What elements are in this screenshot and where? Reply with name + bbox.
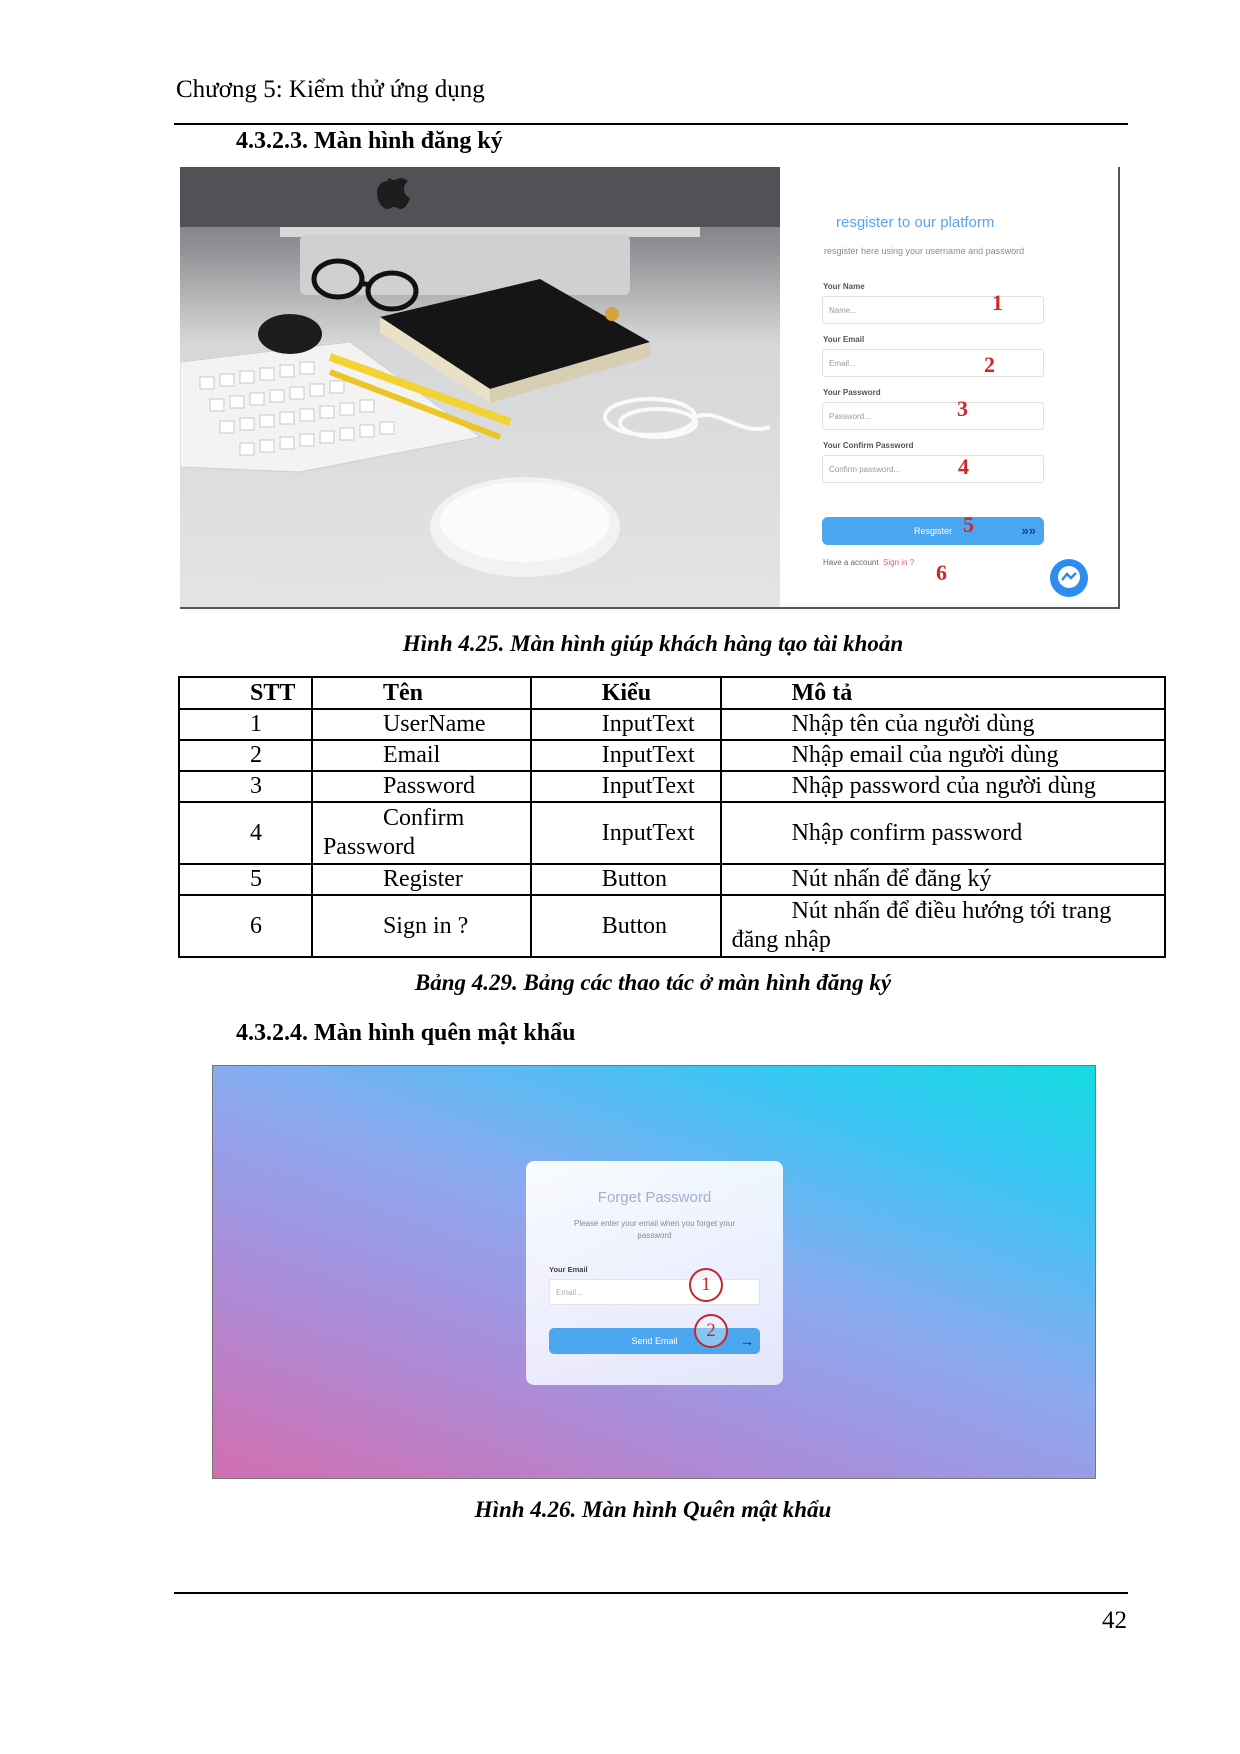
marker-4: 4	[958, 454, 969, 479]
register-screenshot	[180, 167, 1120, 609]
forgot-email-input[interactable]: Email...	[549, 1279, 760, 1305]
header-kieu: Kiểu	[531, 677, 721, 709]
marker-2: 2	[984, 352, 995, 377]
register-title: resgister to our platform	[836, 214, 995, 231]
register-button[interactable]	[822, 517, 1044, 545]
header-rule	[174, 123, 1128, 125]
table-row	[179, 802, 1165, 864]
email-input[interactable]: Email...	[822, 349, 1044, 377]
arrow-right-icon: →	[740, 1333, 754, 1349]
sign-in-link[interactable]: Sign in ?	[883, 558, 915, 567]
your-email-label: Your Email	[549, 1265, 588, 1274]
marker-3: 3	[957, 396, 968, 421]
cell-name: Register	[312, 864, 531, 895]
cell-desc: Nút nhấn để đăng ký	[721, 864, 1165, 895]
confirm-password-input[interactable]: Confirm password...	[822, 455, 1044, 483]
forgot-password-screenshot	[212, 1065, 1096, 1479]
messenger-icon[interactable]	[1050, 559, 1088, 597]
table-row	[179, 864, 1165, 895]
table-row	[179, 895, 1165, 957]
cell-stt: 2	[179, 740, 312, 771]
cell-type: Button	[531, 864, 721, 895]
section-heading-register: 4.3.2.3. Màn hình đăng ký	[236, 128, 503, 154]
marker-circle-1: 1	[689, 1268, 723, 1302]
operations-table	[178, 676, 1166, 958]
cell-name: Sign in ?	[312, 895, 531, 957]
name-label: Your Name	[823, 282, 865, 291]
marker-5: 5	[963, 512, 974, 537]
chapter-header: Chương 5: Kiểm thử ứng dụng	[176, 76, 485, 103]
forgot-password-subtitle: Please enter your email when you forget your password	[574, 1219, 735, 1240]
cell-stt: 1	[179, 709, 312, 740]
table-header-row	[179, 677, 1165, 709]
cell-name: Email	[312, 740, 531, 771]
forgot-password-card	[526, 1161, 783, 1385]
cell-type: InputText	[531, 802, 721, 864]
figure-caption-4-26: Hình 4.26. Màn hình Quên mật khẩu	[474, 1497, 832, 1522]
confirm-password-label: Your Confirm Password	[823, 441, 914, 450]
cell-type: Button	[531, 895, 721, 957]
register-button-label: Resgister	[913, 526, 952, 536]
cell-stt: 6	[179, 895, 312, 957]
cell-desc: Nhập email của người dùng	[721, 740, 1165, 771]
marker-1: 1	[992, 290, 1003, 315]
cell-stt: 3	[179, 771, 312, 802]
header-mo-ta: Mô tả	[721, 677, 1165, 709]
have-account-label: Have a account	[823, 558, 879, 567]
table-row	[179, 740, 1165, 771]
marker-circle-2: 2	[694, 1314, 728, 1348]
email-label: Your Email	[823, 335, 865, 344]
send-email-label: Send Email	[631, 1336, 678, 1346]
cell-name: Password	[312, 771, 531, 802]
cell-desc: Nút nhấn để điều hướng tới trang đăng nhập	[721, 895, 1165, 957]
cell-name: UserName	[312, 709, 531, 740]
cell-name: Confirm Password	[312, 802, 531, 864]
desk-photo-illustration	[180, 167, 780, 607]
send-email-button[interactable]	[549, 1328, 760, 1354]
section-heading-forgot-password: 4.3.2.4. Màn hình quên mật khẩu	[236, 1020, 576, 1046]
figure-caption-4-25: Hình 4.25. Màn hình giúp khách hàng tạo tài khoản	[402, 631, 904, 656]
double-chevron-icon: »»	[1021, 523, 1036, 538]
table-row	[179, 771, 1165, 802]
cell-desc: Nhập confirm password	[721, 802, 1165, 864]
marker-6: 6	[936, 560, 947, 585]
cell-type: InputText	[531, 771, 721, 802]
messenger-glyph	[1050, 559, 1088, 597]
page-number: 42	[1102, 1607, 1127, 1634]
register-form-panel	[780, 167, 1118, 607]
cell-type: InputText	[531, 740, 721, 771]
table-caption-4-29: Bảng 4.29. Bảng các thao tác ở màn hình đăng ký	[414, 970, 892, 995]
forgot-password-title: Forget Password	[597, 1189, 712, 1206]
table-row	[179, 709, 1165, 740]
password-input[interactable]: Password...	[822, 402, 1044, 430]
header-ten: Tên	[312, 677, 531, 709]
register-subtitle: resgister here using your username and password	[824, 246, 1025, 256]
cell-stt: 5	[179, 864, 312, 895]
cell-desc: Nhập tên của người dùng	[721, 709, 1165, 740]
password-label: Your Password	[823, 388, 881, 397]
desk-photo	[180, 167, 780, 607]
cell-desc: Nhập password của người dùng	[721, 771, 1165, 802]
name-input[interactable]: Name...	[822, 296, 1044, 324]
have-account-text	[823, 558, 914, 567]
cell-type: InputText	[531, 709, 721, 740]
footer-rule	[174, 1592, 1128, 1594]
header-stt: STT	[179, 677, 312, 709]
cell-stt: 4	[179, 802, 312, 864]
